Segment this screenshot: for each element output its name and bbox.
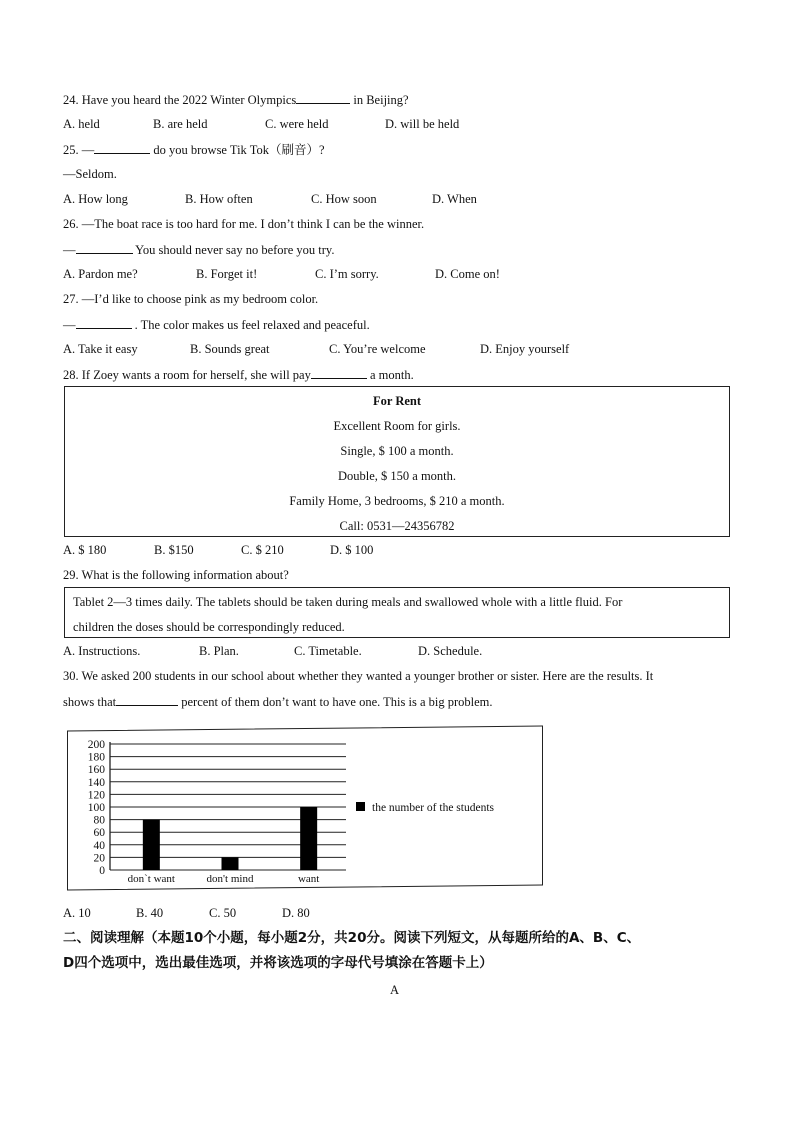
- passage-label: A: [390, 983, 400, 997]
- for-rent-line: Single, $ 100 a month.: [340, 444, 454, 458]
- q30-option-c[interactable]: C. 50: [209, 906, 237, 920]
- q30-stem-post: percent of them don’t want to have one. This is a big problem.: [178, 695, 493, 709]
- for-rent-ad-box: [64, 386, 730, 537]
- q25-stem: [63, 141, 325, 158]
- q27-reply-pre: —: [63, 318, 76, 332]
- q26-reply-pre: —: [63, 243, 76, 257]
- y-tick-label: 20: [93, 852, 105, 865]
- medicine-note-line: children the doses should be correspondingly reduced.: [73, 620, 345, 634]
- y-tick-label: 0: [99, 865, 105, 877]
- bar: [300, 807, 317, 870]
- q25-stem-pre: 25. —: [63, 143, 95, 157]
- bar: [222, 857, 239, 870]
- q30-option-a[interactable]: A. 10: [63, 906, 91, 920]
- q30-stem-line2: [63, 693, 493, 710]
- q24-option-b[interactable]: B. are held: [153, 117, 208, 131]
- q24-stem-post: in Beijing?: [350, 93, 409, 107]
- q25-option-b[interactable]: B. How often: [185, 192, 253, 206]
- q25-option-c[interactable]: C. How soon: [311, 192, 377, 206]
- q28-option-c[interactable]: C. $ 210: [241, 543, 284, 557]
- for-rent-phone: Call: 0531—24356782: [339, 519, 455, 533]
- q28-stem-pre: 28. If Zoey wants a room for herself, she will pay: [63, 368, 311, 382]
- q24-stem: [63, 91, 409, 108]
- x-tick-label: don`t want: [127, 873, 176, 885]
- q25-reply: —Seldom.: [63, 167, 117, 181]
- y-tick-label: 80: [93, 814, 105, 827]
- y-tick-label: 160: [87, 764, 105, 777]
- q30-stem-pre: shows that: [63, 695, 117, 709]
- x-tick-label: want: [297, 873, 320, 885]
- for-rent-title: For Rent: [372, 394, 422, 408]
- q28-blank[interactable]: [311, 366, 367, 379]
- medicine-note-box: [64, 587, 730, 638]
- q24-option-d[interactable]: D. will be held: [385, 117, 460, 131]
- legend-swatch: [356, 802, 365, 811]
- for-rent-line: Excellent Room for girls.: [333, 419, 461, 433]
- q27-option-a[interactable]: A. Take it easy: [63, 342, 138, 356]
- q28-stem-post: a month.: [366, 368, 414, 382]
- bar-chart: [70, 731, 540, 886]
- q29-option-b[interactable]: B. Plan.: [199, 644, 239, 658]
- q28-option-b[interactable]: B. $150: [154, 543, 194, 557]
- y-tick-label: 120: [87, 789, 105, 802]
- q24-option-a[interactable]: A. held: [63, 117, 100, 131]
- q30-stem-line1: 30. We asked 200 students in our school about whether they wanted a younger brother or sister. Here are the results. It: [63, 669, 654, 683]
- q24-option-c[interactable]: C. were held: [265, 117, 329, 131]
- q27-reply-post: . The color makes us feel relaxed and peaceful.: [131, 318, 370, 332]
- q29-option-d[interactable]: D. Schedule.: [418, 644, 483, 658]
- q25-stem-post: do you browse Tik Tok（刷音）?: [150, 143, 325, 157]
- q25-option-d[interactable]: D. When: [432, 192, 477, 206]
- q26-option-a[interactable]: A. Pardon me?: [63, 267, 138, 281]
- legend-label: the number of the students: [372, 802, 495, 814]
- q30-option-d[interactable]: D. 80: [282, 906, 310, 920]
- section-heading-line2: D四个选项中，选出最佳选项，并将该选项的字母代号填涂在答题卡上）: [63, 955, 493, 971]
- q29-stem: 29. What is the following information about?: [63, 568, 289, 582]
- y-tick-label: 100: [87, 802, 105, 814]
- for-rent-line: Double, $ 150 a month.: [337, 469, 457, 483]
- q28-option-d[interactable]: D. $ 100: [330, 543, 374, 557]
- q26-reply: [63, 241, 334, 258]
- q30-option-b[interactable]: B. 40: [136, 906, 164, 920]
- q27-option-b[interactable]: B. Sounds great: [190, 342, 270, 356]
- x-tick-label: don't mind: [206, 873, 254, 885]
- q28-stem: [63, 366, 414, 383]
- q26-option-d[interactable]: D. Come on!: [435, 267, 500, 281]
- q25-option-a[interactable]: A. How long: [63, 192, 128, 206]
- q29-option-c[interactable]: C. Timetable.: [294, 644, 362, 658]
- q24-stem-pre: 24. Have you heard the 2022 Winter Olympics: [63, 93, 297, 107]
- q29-option-a[interactable]: A. Instructions.: [63, 644, 141, 658]
- q26-option-b[interactable]: B. Forget it!: [196, 267, 258, 281]
- q26-stem: 26. —The boat race is too hard for me. I don’t think I can be the winner.: [63, 217, 425, 231]
- y-tick-label: 40: [93, 839, 105, 852]
- q27-blank[interactable]: [76, 316, 132, 329]
- section-heading-line1: 二、阅读理解（本题10个小题，每小题2分，共20分。阅读下列短文，从每题所给的A、B、C、: [63, 930, 641, 946]
- q30-blank[interactable]: [116, 693, 178, 706]
- q27-stem: 27. —I’d like to choose pink as my bedroom color.: [63, 292, 319, 306]
- y-tick-label: 200: [87, 739, 105, 751]
- for-rent-line: Family Home, 3 bedrooms, $ 210 a month.: [289, 494, 505, 508]
- y-tick-label: 180: [87, 751, 105, 764]
- q27-reply: [63, 316, 370, 333]
- medicine-note-line: Tablet 2—3 times daily. The tablets should be taken during meals and swallowed whole with a little fluid. For: [73, 595, 623, 609]
- q26-option-c[interactable]: C. I’m sorry.: [315, 267, 379, 281]
- y-tick-label: 60: [93, 827, 105, 840]
- q25-blank[interactable]: [94, 141, 150, 154]
- q26-blank[interactable]: [76, 241, 133, 254]
- q27-option-c[interactable]: C. You’re welcome: [329, 342, 426, 356]
- q24-blank[interactable]: [296, 91, 350, 104]
- y-tick-label: 140: [87, 776, 105, 789]
- q26-reply-post: You should never say no before you try.: [132, 243, 335, 257]
- q27-option-d[interactable]: D. Enjoy yourself: [480, 342, 570, 356]
- bar: [143, 820, 160, 870]
- q28-option-a[interactable]: A. $ 180: [63, 543, 107, 557]
